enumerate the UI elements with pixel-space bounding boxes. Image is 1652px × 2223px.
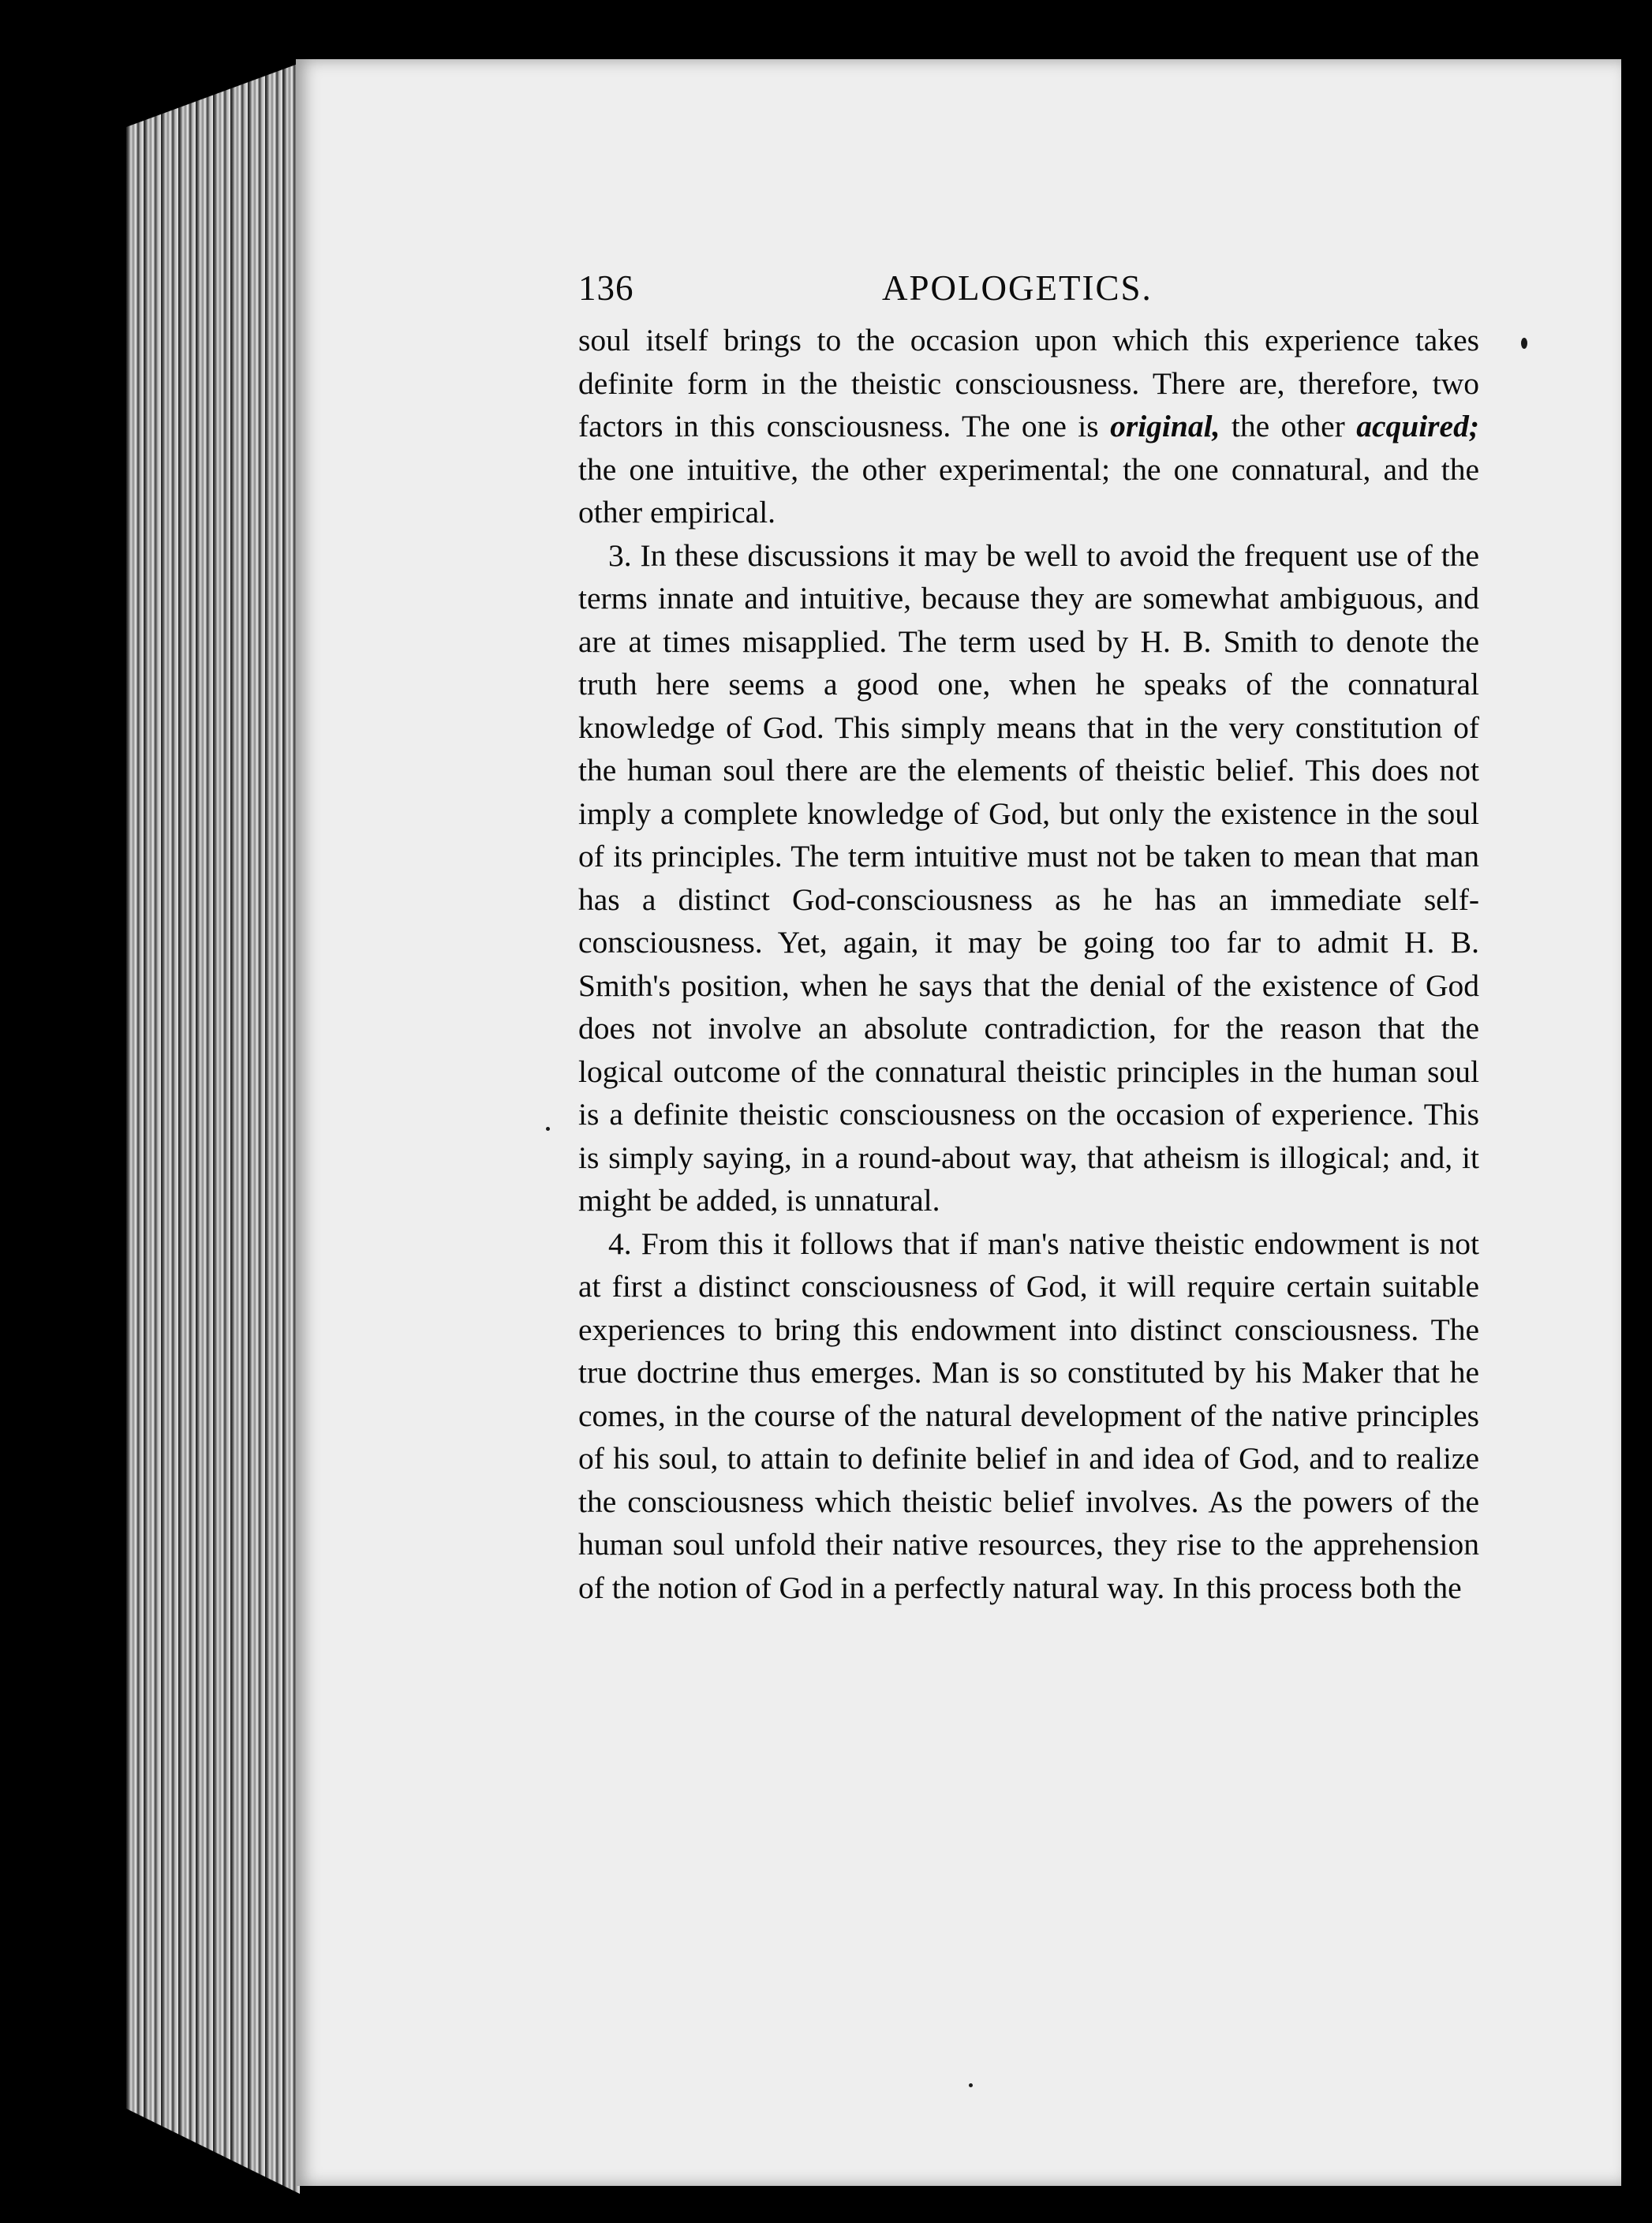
page-title: APOLOGETICS. <box>882 268 1153 308</box>
paragraph <box>578 1222 1479 1610</box>
text-run: the one intuitive, the other experimental; the one connatural, and the other empirical. <box>578 451 1479 530</box>
running-head <box>578 260 1479 316</box>
paragraph <box>578 534 1479 1222</box>
text-run: the other <box>1220 409 1357 443</box>
ink-speck <box>1521 338 1527 349</box>
page-number: 136 <box>578 268 634 308</box>
body-text <box>578 319 1479 1609</box>
text-block <box>578 260 1479 1609</box>
italic-text-run: acquired; <box>1356 409 1479 443</box>
ink-speck <box>546 1127 550 1131</box>
text-run: 4. From this it follows that if man's native theistic endowment is not at first a distinct consciousness of God, it will require certain suitable experiences to bring this endowment into distinct consciousness. The true doctrine thus emerges. Man is so constituted by his Maker that he comes, in the course of the natural development of the native principles of his soul, to attain to definite belief in and idea of God, and to realize the consciousness which theistic belief involves. As the powers of the human soul unfold their native resources, they rise to the apprehension of the notion of God in a perfectly natural way. In this process both the <box>578 1226 1479 1605</box>
paragraph <box>578 319 1479 534</box>
text-run: 3. In these discussions it may be well to avoid the frequent use of the terms innate and intuitive, because they are somewhat ambiguous, and are at times misapplied. The term used by H. B. Smith to denote the truth here seems a good one, when he speaks of the connatural knowledge of God. This simply means that in the very constitution of the human soul there are the elements of theistic belief. This does not imply a complete knowledge of God, but only the existence in the soul of its principles. The term intuitive must not be taken to mean that man has a distinct God-consciousness as he has an immediate self-consciousness. Yet, again, it may be going too far to admit H. B. Smith's position, when he says that the denial of the existence of God does not involve an absolute contradiction, for the reason that the logical outcome of the connatural theistic principles in the human soul is a definite theistic consciousness on the occasion of experience. This is simply saying, in a round-about way, that atheism is illogical; and, it might be added, is unnatural. <box>578 537 1479 1218</box>
page-edges <box>126 63 300 2194</box>
ink-speck <box>969 2083 973 2087</box>
text-run: soul itself brings to the occasion upon which this experience takes definite form in the theistic consciousness. There are, therefore, two factors in this consciousness. The one is <box>578 323 1479 443</box>
italic-text-run: original, <box>1110 409 1220 443</box>
